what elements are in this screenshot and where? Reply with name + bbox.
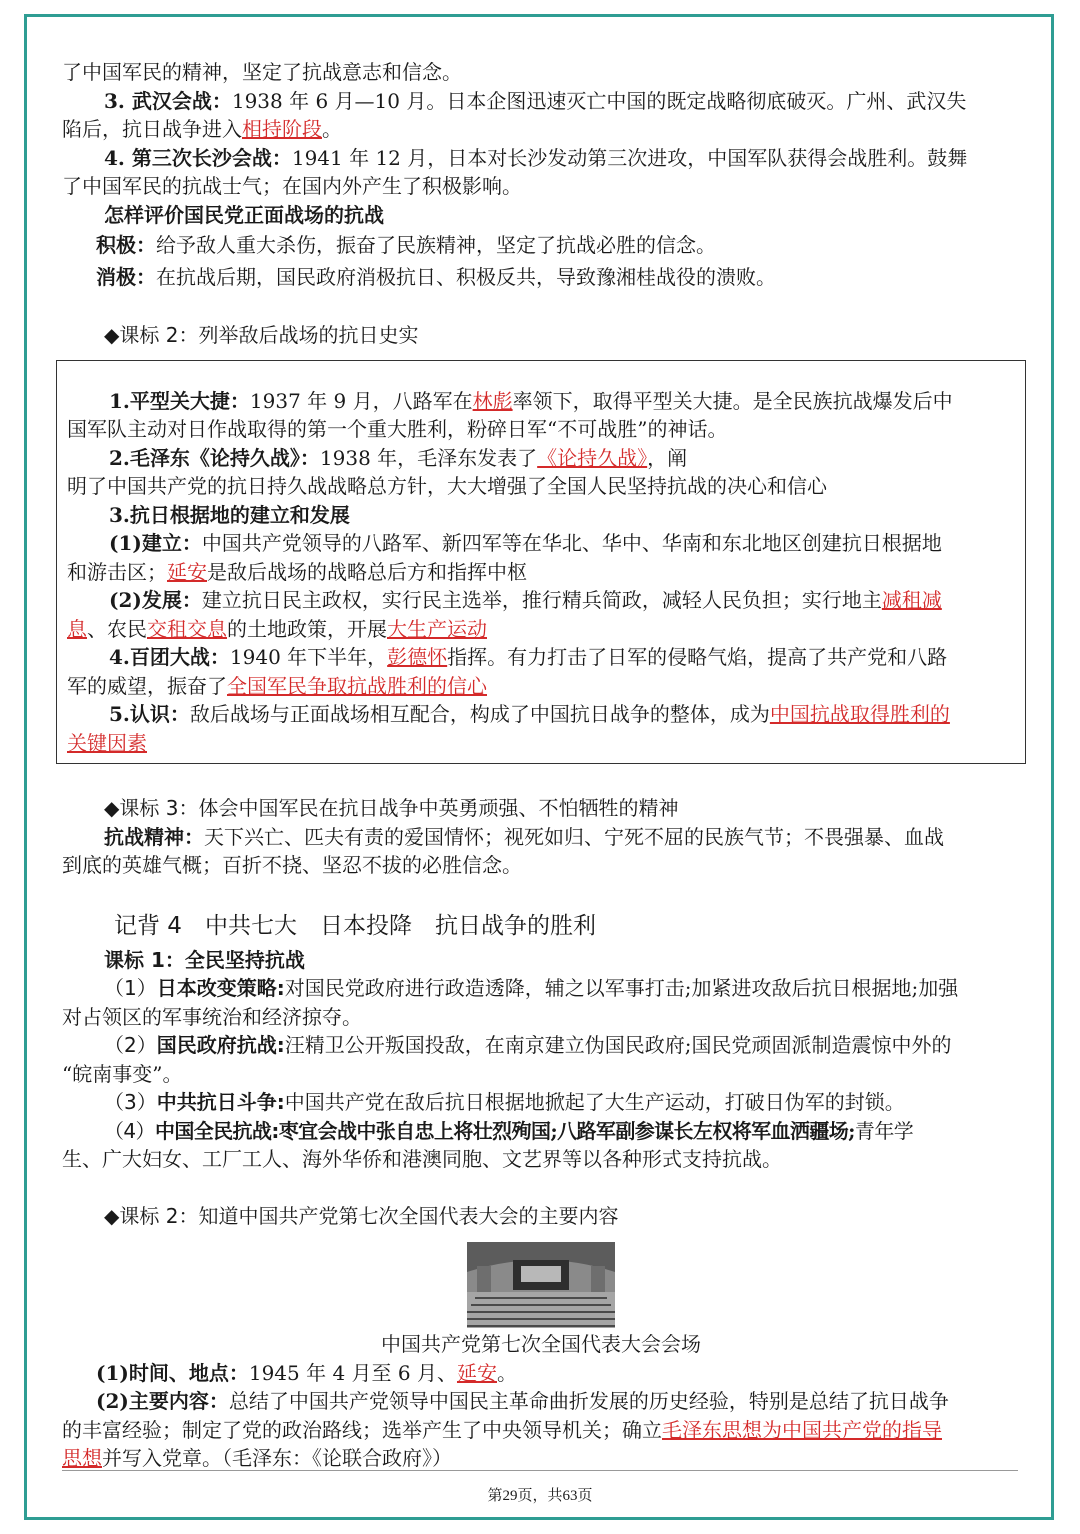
label-spirit: 抗战精神： — [104, 824, 204, 849]
kebiao-2b-title: ◆课标 2：知道中国共产党第七次全国代表大会的主要内容 — [104, 1203, 619, 1228]
text: 总结了中国共产党领导中国民主革命曲折发展的历史经验，特别是总结了抗日战争 — [228, 1389, 949, 1413]
point-lunchijiuzhan — [67, 444, 1015, 473]
highlight-term: 关键因素 — [67, 730, 147, 755]
text-line — [67, 615, 1015, 644]
paragraph-main-content — [62, 1387, 1020, 1416]
heading: 5.认识： — [109, 702, 190, 726]
text: 1937 年 9 月，八路军在 — [249, 388, 473, 413]
text: 给予敌人重大杀伤，振奋了民族精神，坚定了抗战必胜的信念。 — [156, 233, 716, 257]
text-line — [67, 729, 1015, 758]
heading: 2.毛泽东《论持久战》： — [109, 445, 320, 470]
heading: (2)发展： — [109, 588, 202, 612]
text: 陷后，抗日战争进入 — [62, 117, 242, 141]
paragraph-wuhan — [62, 87, 1020, 116]
key-points-box — [56, 360, 1026, 765]
text: 1941 年 12 月，日本对长沙发动第三次进攻，中国军队获得会战胜利。鼓舞 — [291, 145, 968, 170]
page-content — [62, 58, 1020, 1473]
text: 。 — [496, 1360, 517, 1385]
label-negative: 消极： — [96, 264, 156, 289]
point-renshi — [67, 700, 1015, 729]
highlight-term: 减租减 — [881, 588, 942, 612]
section-4-title: 记背 4 中共七大 日本投降 抗日战争的胜利 — [114, 912, 596, 939]
text: 在抗战后期，国民政府消极抗日、积极反共，导致豫湘桂战役的溃败。 — [156, 264, 776, 289]
heading: 1.平型关大捷： — [109, 388, 250, 413]
item-number: （3） — [104, 1090, 157, 1114]
text: 的土地政策，开展 — [227, 616, 387, 641]
text: 建立抗日民主政权，实行民主选举，推行精兵简政，减轻人民负担；实行地主 — [201, 588, 882, 612]
heading-changsha: 4. 第三次长沙会战： — [104, 145, 292, 170]
paragraph-positive — [62, 231, 1020, 260]
text: 天下兴亡、匹夫有责的爱国情怀；视死如归、宁死不屈的民族气节；不畏强暴、血战 — [204, 824, 944, 849]
paragraph-negative — [62, 263, 1020, 292]
heading: (1)建立： — [109, 531, 202, 555]
item-3 — [62, 1088, 1020, 1117]
item-number: （4） — [104, 1118, 155, 1143]
text: 的丰富经验；制定了党的政治路线；选举产生了中央领导机关；确立 — [62, 1417, 662, 1442]
point-pingxingguan — [67, 387, 1015, 416]
text: 青年学 — [854, 1118, 914, 1143]
text-line — [62, 1444, 1020, 1473]
text: 。 — [322, 117, 342, 141]
text-line: 国军队主动对日作战取得的第一个重大胜利，粉碎日军“不可战胜”的神话。 — [67, 417, 728, 441]
heading: 4.百团大战： — [109, 645, 230, 669]
text-line: 了中国军民的精神，坚定了抗战意志和信念。 — [62, 60, 462, 84]
text-line: 明了中国共产党的抗日持久战战略总方针，大大增强了全国人民坚持抗战的决心和信心 — [67, 474, 827, 498]
highlight-term: 毛泽东思想为中国共产党的指导 — [662, 1417, 942, 1442]
highlight-term: 延安 — [456, 1360, 497, 1385]
text: 中国共产党在敌后抗日根据地掀起了大生产运动，打破日伪军的封锁。 — [284, 1090, 905, 1114]
paragraph-time-place — [62, 1359, 1020, 1388]
highlight-term: 思想 — [62, 1446, 102, 1470]
text: 1945 年 4 月至 6 月、 — [248, 1360, 457, 1385]
highlight-term: 延安 — [167, 559, 207, 584]
text-line: 到底的英雄气概；百折不挠、坚忍不拔的必胜信念。 — [62, 853, 522, 877]
heading-wuhan: 3. 武汉会战： — [104, 88, 232, 113]
text: 和游击区； — [67, 559, 167, 584]
text: 率领下，取得平型关大捷。是全民族抗战爆发后中 — [512, 388, 953, 413]
footer-divider — [62, 1470, 1018, 1471]
text: 敌后战场与正面战场相互配合，构成了中国抗日战争的整体，成为 — [189, 702, 770, 726]
item-number: （1） — [104, 976, 157, 1000]
kebiao-1-title: 课标 1：全民坚持抗战 — [104, 947, 305, 972]
text: 1938 年，毛泽东发表了 — [319, 445, 538, 470]
highlight-term: 中国抗战取得胜利的 — [769, 702, 950, 726]
text-line: 了中国军民的抗战士气；在国内外产生了积极影响。 — [62, 174, 522, 198]
heading: (1)时间、地点： — [96, 1360, 249, 1385]
paragraph-changsha — [62, 144, 1020, 173]
point-develop — [67, 586, 1015, 615]
highlight-term: 息 — [67, 616, 87, 641]
text-line: 对占领区的军事统治和经济掠夺。 — [62, 1004, 362, 1029]
text: 汪精卫公开叛国投敌，在南京建立伪国民政府;国民党顽固派制造震惊中外的 — [284, 1033, 952, 1057]
page-number: 第29页，共63页 — [487, 1488, 593, 1504]
text: 中国共产党领导的八路军、新四军等在华北、华中、华南和东北地区创建抗日根据地 — [201, 531, 942, 555]
text-line: 生、广大妇女、工厂工人、海外华侨和港澳同胞、文艺界等以各种形式支持抗战。 — [62, 1147, 782, 1171]
text-line — [67, 558, 1015, 587]
point-baituan — [67, 643, 1015, 672]
text: 对国民党政府进行政造透降，辅之以军事打击;加紧进攻敌后抗日根据地;加强 — [284, 976, 959, 1000]
congress-hall-photo — [467, 1242, 615, 1328]
text: 1938 年 6 月—10 月。日本企图迅速灭亡中国的既定战略彻底破灭。广州、武汉失 — [231, 88, 967, 113]
kebiao-3-title: ◆课标 3：体会中国军民在抗日战争中英勇顽强、不怕牺牲的精神 — [104, 796, 679, 820]
bold-text: 枣宜会战中张自忠上将壮烈殉国;八路军副参谋长左权将军血洒疆场; — [278, 1118, 855, 1143]
item-4 — [62, 1117, 1020, 1146]
text-line: “皖南事变”。 — [62, 1061, 183, 1086]
text: 、农民 — [87, 616, 147, 641]
heading: 日本改变策略: — [156, 976, 285, 1000]
highlight-term: 交租交息 — [147, 616, 227, 641]
heading: 中国全民抗战: — [154, 1118, 279, 1143]
text-line — [67, 672, 1015, 701]
text-line — [62, 115, 1020, 144]
text: 1940 年下半年， — [229, 645, 388, 669]
kebiao-2-title: ◆课标 2：列举敌后战场的抗日史实 — [104, 323, 419, 347]
text: 并写入党章。（毛泽东：《论联合政府》） — [102, 1446, 452, 1470]
highlight-term: 林彪 — [472, 388, 513, 413]
item-1 — [62, 974, 1020, 1003]
subheading-evaluation: 怎样评价国民党正面战场的抗战 — [104, 202, 384, 227]
paragraph-spirit — [62, 823, 1020, 852]
text-line — [62, 1416, 1020, 1445]
label-positive: 积极： — [96, 233, 156, 257]
highlight-term: 相持阶段 — [242, 117, 322, 141]
highlight-term: 彭德怀 — [387, 645, 448, 669]
highlight-term: 《论持久战》 — [537, 445, 648, 470]
text: 是敌后战场的战略总后方和指挥中枢 — [207, 559, 527, 584]
highlight-term: 全国军民争取抗战胜利的信心 — [227, 673, 487, 698]
heading: 中共抗日斗争: — [156, 1090, 285, 1114]
text: 指挥。有力打击了日军的侵略气焰，提高了共产党和八路 — [447, 645, 948, 669]
item-2 — [62, 1031, 1020, 1060]
photo-illustration — [467, 1242, 615, 1328]
item-number: （2） — [104, 1033, 157, 1057]
point-establish — [67, 529, 1015, 558]
heading-bases: 3.抗日根据地的建立和发展 — [109, 502, 350, 527]
text: 军的威望，振奋了 — [67, 673, 227, 698]
heading: 国民政府抗战: — [156, 1033, 285, 1057]
photo-caption: 中国共产党第七次全国代表大会会场 — [381, 1332, 701, 1356]
heading: (2)主要内容： — [96, 1389, 229, 1413]
text: ，阐 — [647, 445, 688, 470]
highlight-term: 大生产运动 — [387, 616, 487, 641]
